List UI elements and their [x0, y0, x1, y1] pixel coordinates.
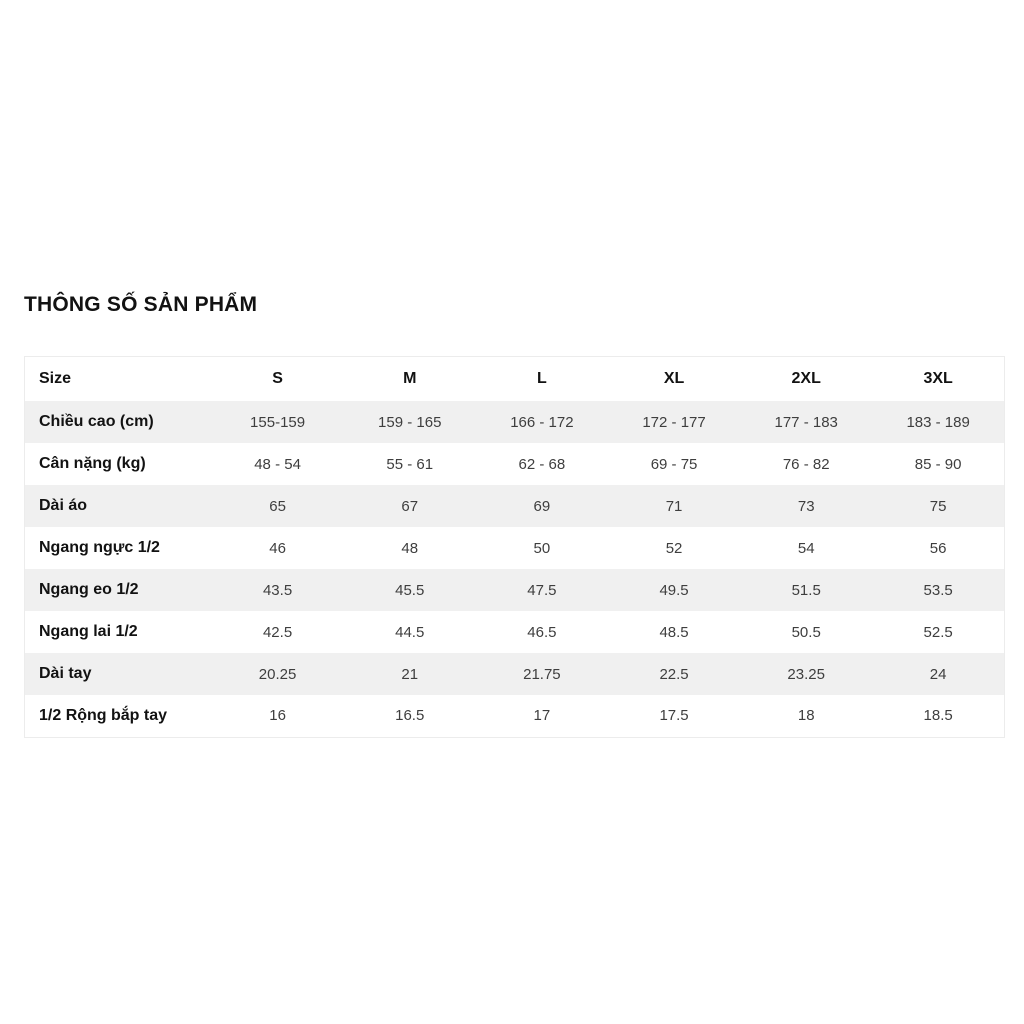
- row-label: Ngang eo 1/2: [39, 581, 139, 598]
- table-cell: 46: [269, 539, 286, 557]
- table-cell: 21: [401, 665, 419, 683]
- table-cell: 69: [533, 497, 551, 515]
- table-row: [25, 443, 1005, 485]
- table-cell: 42.5: [262, 623, 293, 641]
- table-cell: 65: [269, 497, 286, 515]
- table-cell: 73: [797, 497, 815, 515]
- table-row: [25, 527, 1005, 569]
- table-cell: 155-159: [250, 413, 306, 431]
- row-label: Dài áo: [39, 497, 88, 514]
- table-cell: 49.5: [659, 581, 689, 599]
- table-row: [25, 485, 1005, 527]
- row-label: Dài tay: [39, 665, 92, 682]
- table-cell: 85 - 90: [914, 455, 962, 473]
- row-label: Ngang ngực 1/2: [39, 539, 160, 556]
- table-cell: 71: [665, 497, 683, 515]
- table-cell: 67: [401, 497, 419, 515]
- column-header-size: Size: [39, 370, 72, 387]
- column-header-m: M: [403, 370, 417, 387]
- table-row: [25, 611, 1005, 653]
- table-cell: 166 - 172: [510, 413, 574, 431]
- table-cell: 44.5: [395, 623, 425, 641]
- table-cell: 22.5: [659, 665, 689, 683]
- table-cell: 50: [533, 539, 551, 557]
- table-cell: 16.5: [395, 707, 425, 725]
- table-cell: 53.5: [923, 581, 953, 599]
- table-cell: 24: [929, 665, 947, 683]
- table-row: [25, 401, 1005, 443]
- column-header-3xl: 3XL: [923, 370, 953, 387]
- table-cell: 183 - 189: [906, 413, 970, 431]
- row-label: Ngang lai 1/2: [39, 623, 138, 640]
- table-cell: 52: [665, 539, 683, 557]
- column-header-s: S: [272, 370, 283, 387]
- table-cell: 69 - 75: [650, 455, 698, 473]
- table-cell: 20.25: [258, 665, 297, 683]
- table-cell: 16: [269, 707, 286, 725]
- table-cell: 18.5: [923, 707, 953, 725]
- column-header-l: L: [537, 370, 547, 387]
- table-cell: 75: [929, 497, 947, 515]
- row-label: 1/2 Rộng bắp tay: [39, 706, 168, 724]
- table-cell: 46.5: [527, 623, 557, 641]
- table-cell: 54: [797, 539, 815, 557]
- table-head: [25, 357, 1005, 402]
- table-body: [25, 401, 1005, 737]
- table-cell: 56: [929, 539, 947, 557]
- table-cell: 23.25: [787, 665, 825, 683]
- table-header-row: [25, 357, 1005, 402]
- row-label: Cân nặng (kg): [39, 455, 146, 472]
- size-spec-table: [24, 356, 1005, 738]
- table-cell: 52.5: [923, 623, 953, 641]
- table-cell: 18: [797, 707, 815, 725]
- page-title: THÔNG SỐ SẢN PHẨM: [24, 293, 258, 316]
- table-cell: 62 - 68: [518, 455, 566, 473]
- table-cell: 48: [401, 539, 419, 557]
- column-header-xl: XL: [663, 370, 685, 387]
- table-cell: 47.5: [527, 581, 557, 599]
- table-cell: 17.5: [659, 707, 689, 725]
- table-cell: 55 - 61: [386, 455, 434, 473]
- row-label: Chiều cao (cm): [39, 413, 154, 430]
- table-row: [25, 695, 1005, 737]
- table-cell: 43.5: [262, 581, 293, 599]
- table-cell: 159 - 165: [378, 413, 442, 431]
- table-cell: 177 - 183: [774, 413, 838, 431]
- table-cell: 51.5: [791, 581, 821, 599]
- table-cell: 172 - 177: [642, 413, 706, 431]
- table-cell: 50.5: [791, 623, 821, 641]
- table-row: [25, 569, 1005, 611]
- table-cell: 21.75: [523, 665, 561, 683]
- column-header-2xl: 2XL: [791, 370, 821, 387]
- table-cell: 76 - 82: [782, 455, 830, 473]
- table-row: [25, 653, 1005, 695]
- table-cell: 17: [533, 707, 551, 725]
- table-cell: 48 - 54: [254, 455, 301, 473]
- table-cell: 45.5: [395, 581, 425, 599]
- table-cell: 48.5: [659, 623, 689, 641]
